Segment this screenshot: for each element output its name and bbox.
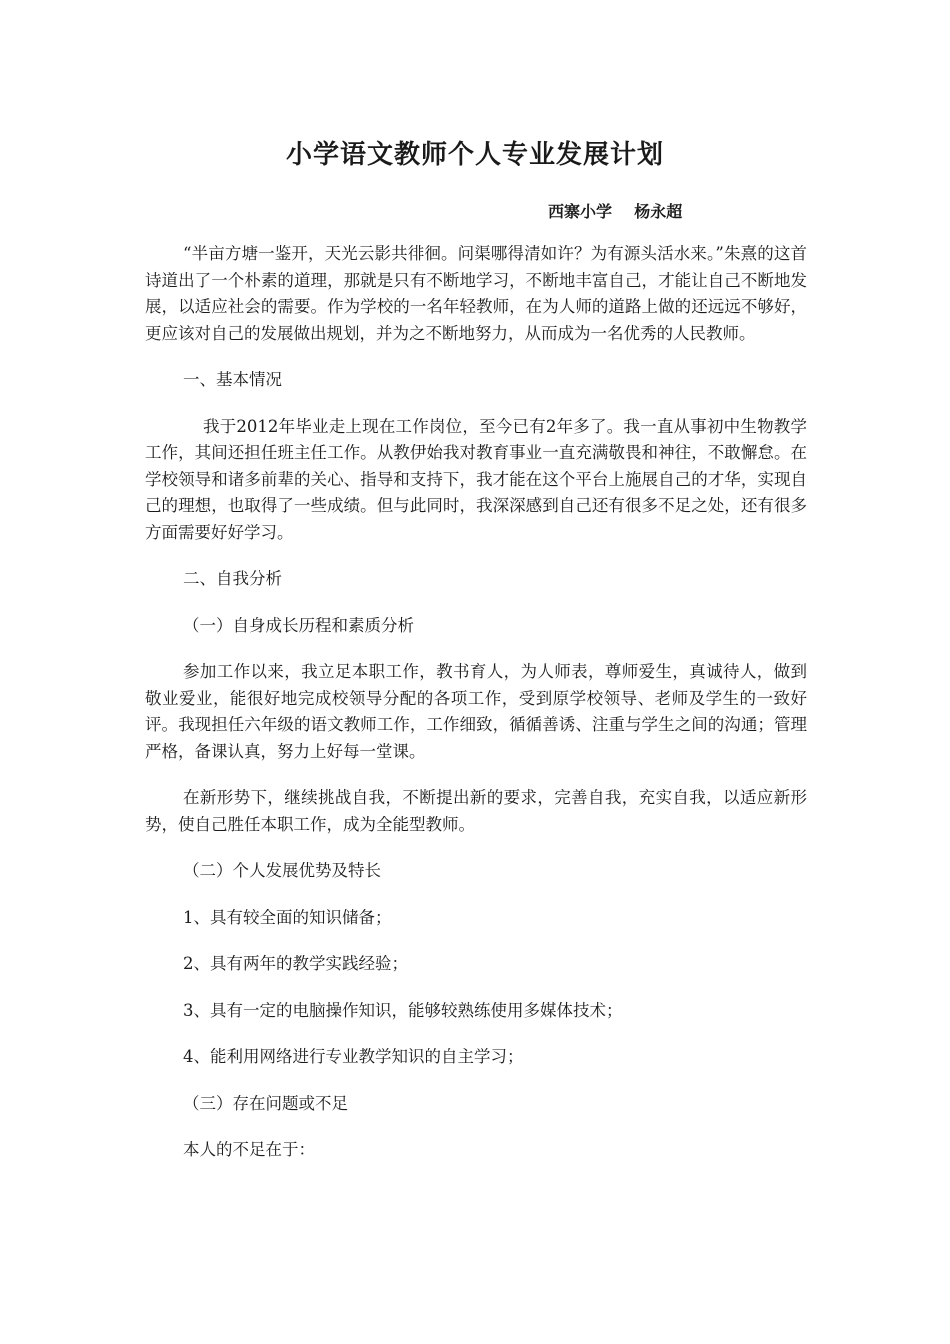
intro-paragraph: “半亩方塘一鉴开，天光云影共徘徊。问渠哪得清如许？为有源头活水来。”朱熹的这首诗道出了一个朴素的道理，那就是只有不断地学习，不断地丰富自己，才能让自己不断地发展，以适应社会的需要。作为学校的一名年轻教师，在为人师的道路上做的还远远不够好，更应该对自己的发展做出规划，并为之不断地努力，从而成为一名优秀的人民教师。 — [145, 244, 807, 343]
section-heading-self-analysis: 二、自我分析 — [183, 569, 282, 588]
strength-item: 3、具有一定的电脑操作知识，能够较熟练使用多媒体技术； — [183, 1000, 623, 1020]
problems-paragraph: 本人的不足在于： — [183, 1140, 315, 1159]
growth-paragraph-1: 参加工作以来，我立足本职工作，教书育人，为人师表，尊师爱生，真诚待人，做到敬业爱业，能很好地完成校领导分配的各项工作，受到原学校领导、老师及学生的一致好评。我现担任六年级的语文教师工作，工作细致，循循善诱、注重与学生之间的沟通；管理严格，备课认真，努力上好每一堂课。 — [145, 662, 807, 761]
growth-paragraph-2: 在新形势下，继续挑战自我，不断提出新的要求，完善自我，充实自我，以适应新形势，使自己胜任本职工作，成为全能型教师。 — [145, 788, 807, 834]
strength-item: 1、具有较全面的知识储备； — [183, 907, 392, 927]
document-body — [145, 241, 807, 1184]
basic-info-paragraph: 我于2012年毕业走上现在工作岗位，至今已有2年多了。我一直从事初中生物教学工作，其间还担任班主任工作。从教伊始我对教育事业一直充满敬畏和神往，不敢懈怠。在学校领导和诸多前辈的关心、指导和支持下，我才能在这个平台上施展自己的才华，实现自己的理想，也取得了一些成绩。但与此同时，我深深感到自己还有很多不足之处，还有很多方面需要好好学习。 — [145, 416, 807, 542]
document-title: 小学语文教师个人专业发展计划 — [285, 140, 664, 170]
subsection-heading-problems: （三）存在问题或不足 — [183, 1093, 348, 1113]
section-heading-basic: 一、基本情况 — [183, 370, 282, 389]
subsection-heading-strengths: （二）个人发展优势及特长 — [183, 861, 381, 880]
subsection-heading-growth: （一）自身成长历程和素质分析 — [183, 615, 414, 635]
strength-item: 4、能利用网络进行专业教学知识的自主学习； — [183, 1047, 524, 1066]
strength-item: 2、具有两年的教学实践经验； — [183, 954, 408, 973]
author-line: 西寨小学 杨永超 — [548, 202, 683, 221]
